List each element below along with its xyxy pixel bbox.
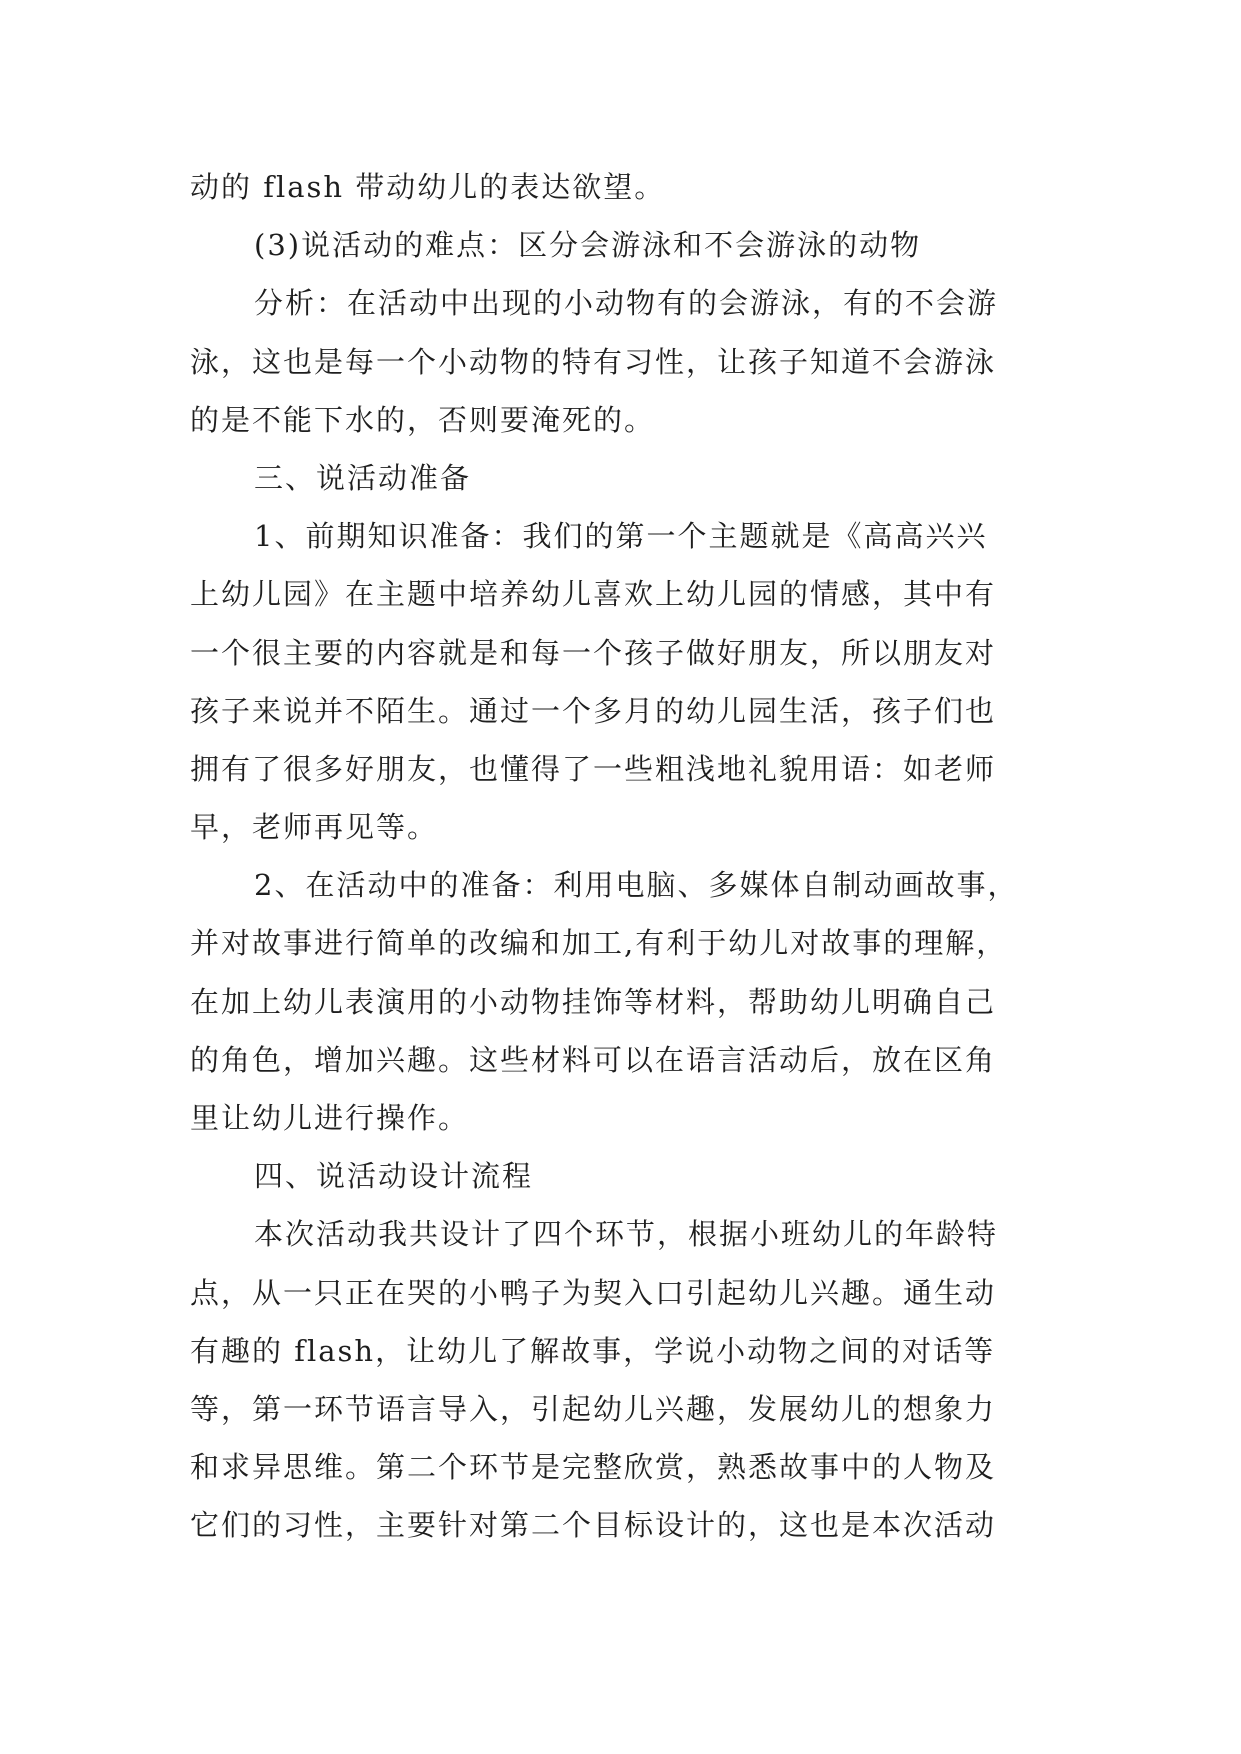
text-line: 动的 flash 带动幼儿的表达欲望。 — [190, 170, 666, 204]
text-line: 泳，这也是每一个小动物的特有习性，让孩子知道不会游泳 — [190, 344, 997, 379]
section-heading: 四、说活动设计流程 — [254, 1159, 534, 1194]
text-line: 本次活动我共设计了四个环节，根据小班幼儿的年龄特 — [254, 1217, 999, 1252]
text-line: 分析：在活动中出现的小动物有的会游泳，有的不会游 — [254, 286, 999, 321]
text-line: 孩子来说并不陌生。通过一个多月的幼儿园生活，孩子们也 — [190, 693, 997, 728]
text-line: 的是不能下水的，否则要淹死的。 — [190, 402, 656, 437]
document-body — [190, 158, 1060, 1555]
text-line: 和求异思维。第二个环节是完整欣赏，熟悉故事中的人物及 — [190, 1450, 997, 1485]
text-line: 1、前期知识准备：我们的第一个主题就是《高高兴兴 — [254, 519, 988, 554]
text-line: 拥有了很多好朋友，也懂得了一些粗浅地礼貌用语：如老师 — [190, 751, 997, 786]
text-line: 一个很主要的内容就是和每一个孩子做好朋友，所以朋友对 — [190, 635, 997, 670]
text-line: 上幼儿园》在主题中培养幼儿喜欢上幼儿园的情感，其中有 — [190, 577, 997, 612]
text-line: 它们的习性，主要针对第二个目标设计的，这也是本次活动 — [190, 1508, 997, 1543]
section-heading: 三、说活动准备 — [254, 460, 472, 495]
text-line: 的角色，增加兴趣。这些材料可以在语言活动后，放在区角 — [190, 1042, 997, 1077]
text-line: 等，第一环节语言导入，引起幼儿兴趣，发展幼儿的想象力 — [190, 1391, 997, 1426]
text-line: 里让幼儿进行操作。 — [190, 1101, 470, 1135]
text-line: 有趣的 flash，让幼儿了解故事，学说小动物之间的对话等 — [190, 1333, 996, 1368]
text-line: 早，老师再见等。 — [190, 810, 439, 845]
text-line: 并对故事进行简单的改编和加工,有利于幼儿对故事的理解， — [190, 926, 1008, 961]
text-line: (3)说活动的难点：区分会游泳和不会游泳的动物 — [254, 228, 922, 263]
text-line: 2、在活动中的准备：利用电脑、多媒体自制动画故事， — [254, 868, 1019, 903]
text-line: 点，从一只正在哭的小鸭子为契入口引起幼儿兴趣。通生动 — [190, 1275, 997, 1310]
text-line: 在加上幼儿表演用的小动物挂饰等材料，帮助幼儿明确自己 — [190, 984, 997, 1019]
